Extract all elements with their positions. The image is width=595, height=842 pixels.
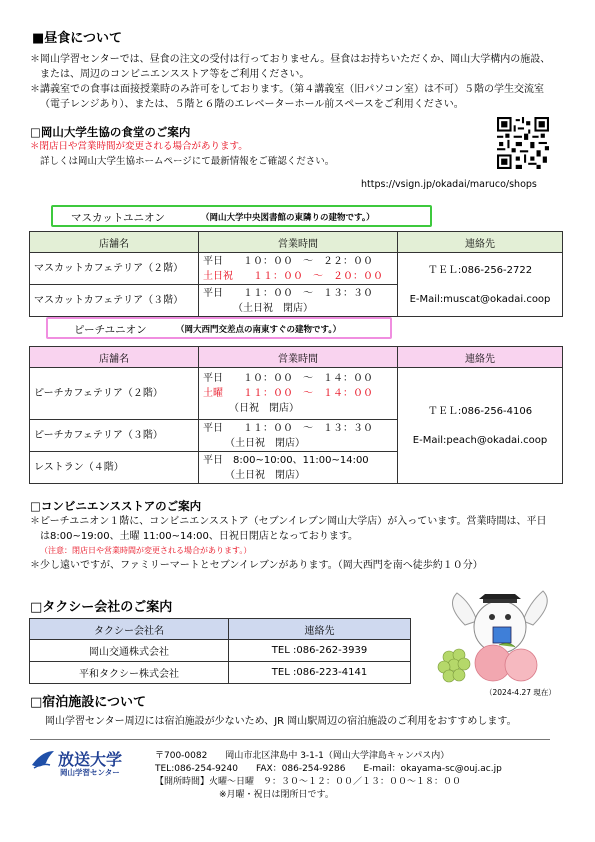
muscat-col-store: 店舗名 [30, 232, 199, 253]
logo [30, 747, 130, 781]
footer-hours: 【開所時間】火曜～日曜 ９：３０～１２：００／１３：００～１８：００ [155, 777, 462, 787]
taxi-title: □タクシー会社のご案内 [30, 600, 173, 615]
muscat-banner-title: マスカットユニオン [71, 212, 165, 224]
footer-divider [30, 739, 550, 740]
taxi-row-name: 平和タクシー株式会社 [30, 662, 229, 684]
muscat-row1-store: マスカットカフェテリア（２階） [30, 253, 199, 285]
peach-row3-hours-closed: （土日祝 閉店） [225, 469, 305, 481]
peach-row3-hours-weekday: 平日 8:00~10:00、11:00~14:00 [203, 454, 369, 466]
muscat-tel[interactable]: ＴＥＬ:086-256-2722 [427, 264, 533, 276]
coop-url[interactable]: https://vsign.jp/okadai/maruco/shops [361, 179, 537, 190]
muscat-row2-store: マスカットカフェテリア（３階） [30, 285, 199, 317]
peach-row1-hours-weekday: 平日 １０：００ ～ １４：００ [203, 373, 373, 384]
lunch-title: ■昼食について [32, 31, 123, 46]
mascot-illustration [435, 585, 570, 685]
conv-note-red: （注意：閉店日や営業時間が変更される場合があります。） [40, 546, 252, 555]
logo-text: 放送大学 [58, 750, 123, 769]
peach-row2-store: ピーチカフェテリア（３階） [30, 420, 199, 452]
peach-row2-hours [199, 420, 398, 452]
footer-closed: ※月曜・祝日は閉所日です。 [219, 790, 334, 800]
muscat-table [29, 231, 563, 317]
logo-mark-icon [30, 749, 56, 771]
footer-contact: TEL:086-254-9240 FAX：086-254-9286 E-mail：okayama-sc@ouj.ac.jp [155, 764, 502, 774]
coop-note-red: ＊閉店日や営業時間が変更される場合があります。 [30, 141, 248, 152]
lodging-text: 岡山学習センター周辺には宿泊施設が少ないため、JR 岡山駅周辺の宿泊施設のご利用をおすすめします。 [45, 716, 517, 727]
coop-note: 詳しくは岡山大学生協ホームページにて最新情報をご確認ください。 [40, 156, 335, 167]
conv-line3: ＊少し遠いですが、ファミリーマートとセブンイレブンがあります。（岡大西門を南へ徒歩約１０分） [30, 560, 483, 571]
muscat-row1-hours [199, 253, 398, 285]
taxi-table [29, 618, 411, 684]
muscat-row2-hours [199, 285, 398, 317]
peach-row1-store: ピーチカフェテリア（２階） [30, 368, 199, 420]
coop-title: □岡山大学生協の食堂のご案内 [30, 125, 191, 139]
peach-col-contact: 連絡先 [398, 347, 563, 368]
peach-row2-hours-weekday: 平日 １１：００ ～ １３：３０ [203, 422, 373, 434]
peach-banner-note: （岡大西門交差点の南東すぐの建物です。） [176, 325, 342, 335]
muscat-row1-hours-weekend: 土日祝 １１：００ ～ ２０：００ [203, 270, 383, 282]
peach-table [29, 346, 563, 484]
muscat-banner-note: （岡山大学中央図書館の東隣りの建物です。） [201, 213, 375, 223]
conv-line1: ＊ピーチユニオン１階に、コンビニエンスストア（セブンイレブン岡山大学店）が入っています。営業時間は、平日 [30, 516, 547, 527]
peach-row3-hours [199, 452, 398, 484]
taxi-row-name: 岡山交通株式会社 [30, 640, 229, 662]
muscat-row2-hours-weekday: 平日 １１：００ ～ １３：３０ [203, 287, 373, 299]
peach-col-store: 店舗名 [30, 347, 199, 368]
muscat-row2-hours-closed: （土日祝 閉店） [233, 302, 313, 314]
lunch-p1-line1: ＊岡山学習センターでは、昼食の注文の受付は行っておりません。昼食はお持ちいただくか、岡山大学構内の施設、 [30, 54, 551, 65]
peach-row1-hours-closed: （日祝 閉店） [229, 403, 299, 414]
lodging-title: □宿泊施設について [30, 695, 147, 710]
muscat-mail[interactable]: E-Mail:muscat@okadai.coop [409, 293, 551, 305]
conv-line2: は8:00~19:00、土曜 11:00~14:00、日祝日閉店となっております。 [40, 531, 359, 542]
peach-tel[interactable]: ＴＥＬ:086-256-4106 [427, 405, 533, 417]
muscat-col-contact: 連絡先 [398, 232, 563, 253]
qr-code[interactable] [497, 117, 549, 169]
taxi-col-name: タクシー会社名 [30, 619, 229, 640]
peach-col-hours: 営業時間 [199, 347, 398, 368]
logo-subtext: 岡山学習センター [60, 768, 120, 777]
peach-contact [398, 368, 563, 484]
taxi-row-tel[interactable]: TEL :086-223-4141 [229, 662, 411, 684]
peach-row1-hours [199, 368, 398, 420]
taxi-date: （2024-4.27 現在） [485, 688, 556, 697]
peach-mail[interactable]: E-Mail:peach@okadai.coop [412, 434, 548, 446]
peach-banner-title: ピーチユニオン [74, 324, 147, 336]
peach-row1-hours-saturday: 土曜 １１：００ ～ １４：００ [203, 388, 373, 399]
peach-row3-store: レストラン（４階） [30, 452, 199, 484]
muscat-col-hours: 営業時間 [199, 232, 398, 253]
footer-address: 〒700-0082 岡山市北区津島中 3-1-1（岡山大学津島キャンパス内） [155, 751, 450, 761]
taxi-row-tel[interactable]: TEL :086-262-3939 [229, 640, 411, 662]
conv-title: □コンビニエンスストアのご案内 [30, 499, 202, 513]
lunch-p2-line1: ＊講義室での食事は面接授業時のみ許可をしております。（第４講義室（旧パソコン室）は不可）５階の学生交流室 [30, 84, 544, 95]
muscat-row1-hours-weekday: 平日 １０：００ ～ ２２：００ [203, 255, 373, 267]
muscat-contact [398, 253, 563, 317]
peach-row2-hours-closed: （土日祝 閉店） [225, 437, 305, 449]
peach-banner [46, 317, 392, 339]
lunch-p2-line2: （電子レンジあり）、または、５階と６階のエレベーターホール前スペースをご利用ください。 [40, 99, 464, 110]
taxi-col-contact: 連絡先 [229, 619, 411, 640]
lunch-p1-line2: または、周辺のコンビニエンスストア等をご利用ください。 [40, 69, 310, 80]
muscat-banner [51, 205, 432, 227]
